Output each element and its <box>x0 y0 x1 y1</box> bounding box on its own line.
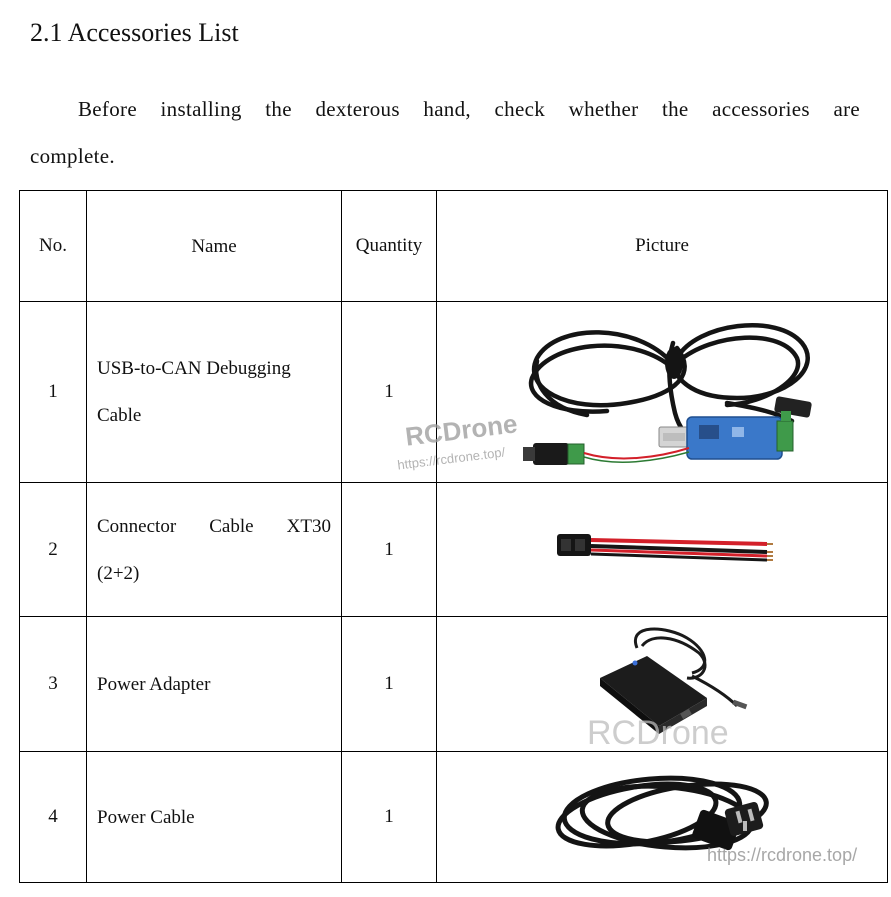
power-adapter-icon <box>437 618 887 751</box>
row-picture <box>437 617 888 752</box>
header-picture: Picture <box>437 191 888 302</box>
xt30-connector-cable-icon <box>437 484 887 616</box>
row-quantity: 1 <box>342 752 437 883</box>
table-row <box>20 752 888 883</box>
accessories-table <box>19 190 888 883</box>
row-quantity: 1 <box>342 302 437 483</box>
power-cable-icon <box>437 753 887 882</box>
table-header-row <box>20 191 888 302</box>
row-quantity: 1 <box>342 617 437 752</box>
intro-paragraph: Before installing the dexterous hand, check whether the accessories are complete. <box>30 97 860 168</box>
row-no: 3 <box>20 617 87 752</box>
row-name: Power Adapter <box>87 617 342 752</box>
usb-to-can-cable-icon <box>437 303 887 482</box>
row-no: 4 <box>20 752 87 883</box>
table-row <box>20 302 888 483</box>
watermark-url: https://rcdrone.top/ <box>707 844 858 865</box>
row-picture <box>437 752 888 883</box>
table-row <box>20 617 888 752</box>
section-heading: 2.1 Accessories List <box>30 18 239 47</box>
row-no: 1 <box>20 302 87 483</box>
row-name: USB-to-CAN Debugging Cable <box>87 302 342 483</box>
row-name: Connector Cable XT30 (2+2) <box>87 483 342 617</box>
table-row <box>20 483 888 617</box>
watermark-text: RCDrone <box>403 407 520 452</box>
header-no: No. <box>20 191 87 302</box>
row-picture <box>396 302 888 483</box>
header-quantity: Quantity <box>342 191 437 302</box>
watermark-url: https://rcdrone.top/ <box>396 443 506 473</box>
row-quantity: 1 <box>342 483 437 617</box>
row-no: 2 <box>20 483 87 617</box>
row-picture <box>437 483 888 617</box>
header-name: Name <box>87 191 342 302</box>
row-name: Power Cable <box>87 752 342 883</box>
watermark-text: RCDrone <box>587 713 729 752</box>
